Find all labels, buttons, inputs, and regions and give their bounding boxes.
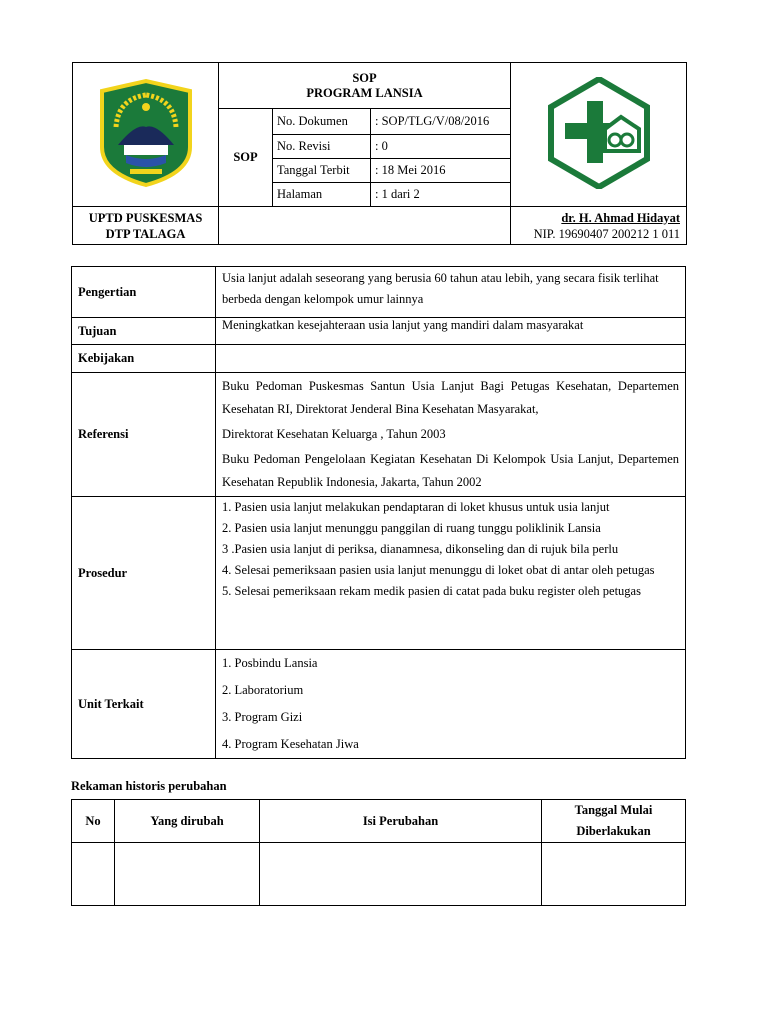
history-col-header: Tanggal Mulai Diberlakukan <box>542 800 686 843</box>
field-value: : 1 dari 2 <box>371 183 511 207</box>
history-empty-row <box>72 843 686 906</box>
row-text: Usia lanjut adalah seseorang yang berusia 60 tahun atau lebih, yang secara fisik terlihat berbeda dengan kelompok umur lainnya <box>216 267 686 318</box>
history-col-header: No <box>72 800 115 843</box>
history-title: Rekaman historis perubahan <box>71 779 227 793</box>
org-line2: DTP TALAGA <box>105 226 186 241</box>
history-table <box>71 799 686 906</box>
history-cell <box>542 843 686 906</box>
field-label: Tanggal Terbit <box>273 159 371 183</box>
field-label: Halaman <box>273 183 371 207</box>
reference-item: Direktorat Kesehatan Keluarga , Tahun 2003 <box>222 427 446 441</box>
history-header-row <box>72 800 686 843</box>
empty-cell <box>219 207 511 245</box>
header-title-line2: PROGRAM LANSIA <box>306 85 423 100</box>
row-kebijakan <box>72 345 686 373</box>
row-text <box>216 373 686 497</box>
procedure-item: 3 .Pasien usia lanjut di periksa, dianamnesa, dikonseling dan di rujuk bila perlu <box>222 542 619 556</box>
signer-nip: NIP. 19690407 200212 1 011 <box>533 226 680 241</box>
header-title-line1: SOP <box>352 70 377 85</box>
unit-list <box>222 650 679 758</box>
row-text <box>216 345 686 373</box>
row-text: Meningkatkan kesejahteraan usia lanjut yang mandiri dalam masyarakat <box>216 318 686 345</box>
row-text <box>216 497 686 650</box>
history-col-header: Yang dirubah <box>115 800 260 843</box>
signer-cell <box>511 207 687 245</box>
procedure-item: 2. Pasien usia lanjut menunggu panggilan di ruang tunggu poliklinik Lansia <box>222 521 601 535</box>
row-prosedur <box>72 497 686 650</box>
history-cell <box>72 843 115 906</box>
signer-name: dr. H. Ahmad Hidayat <box>561 210 680 225</box>
left-logo-cell <box>73 63 219 207</box>
history-cell <box>260 843 542 906</box>
field-label: No. Dokumen <box>273 109 371 135</box>
row-label: Pengertian <box>72 267 216 318</box>
regency-emblem-icon <box>96 77 196 189</box>
unit-item: 1. Posbindu Lansia <box>222 656 318 670</box>
unit-item: 2. Laboratorium <box>222 683 304 697</box>
document-header <box>72 62 687 245</box>
row-pengertian <box>72 267 686 318</box>
procedure-item: 4. Selesai pemeriksaan pasien usia lanjut menunggu di loket obat di antar oleh petugas <box>222 563 655 577</box>
row-tujuan <box>72 318 686 345</box>
row-label: Referensi <box>72 373 216 497</box>
row-label: Kebijakan <box>72 345 216 373</box>
unit-item: 4. Program Kesehatan Jiwa <box>222 737 359 751</box>
row-label: Tujuan <box>72 318 216 345</box>
history-col-header: Isi Perubahan <box>260 800 542 843</box>
field-label: No. Revisi <box>273 135 371 159</box>
row-unit-terkait <box>72 650 686 759</box>
procedure-item: 5. Selesai pemeriksaan rekam medik pasien di catat pada buku register oleh petugas <box>222 584 641 598</box>
row-label: Prosedur <box>72 497 216 650</box>
puskesmas-cross-icon <box>543 77 655 189</box>
sop-label: SOP <box>219 109 273 207</box>
field-value: : 0 <box>371 135 511 159</box>
row-label: Unit Terkait <box>72 650 216 759</box>
field-value: : SOP/TLG/V/08/2016 <box>371 109 511 135</box>
field-value: : 18 Mei 2016 <box>371 159 511 183</box>
sop-content-table <box>71 266 686 759</box>
org-line1: UPTD PUSKESMAS <box>88 210 203 225</box>
procedure-list <box>222 497 679 602</box>
row-referensi <box>72 373 686 497</box>
row-text <box>216 650 686 759</box>
reference-item: Buku Pedoman Puskesmas Santun Usia Lanjut Bagi Petugas Kesehatan, Departemen Kesehatan RI, Direktorat Jenderal Bina Kesehatan Masyarakat, <box>222 379 679 416</box>
header-title-cell <box>219 63 511 109</box>
right-logo-cell <box>511 63 687 207</box>
org-name-cell <box>73 207 219 245</box>
unit-item: 3. Program Gizi <box>222 710 303 724</box>
procedure-item: 1. Pasien usia lanjut melakukan pendaptaran di loket khusus untuk usia lanjut <box>222 500 610 514</box>
reference-item: Buku Pedoman Pengelolaan Kegiatan Kesehatan Di Kelompok Usia Lanjut, Departemen Kesehatan Republik Indonesia, Jakarta, Tahun 2002 <box>222 452 679 489</box>
history-cell <box>115 843 260 906</box>
